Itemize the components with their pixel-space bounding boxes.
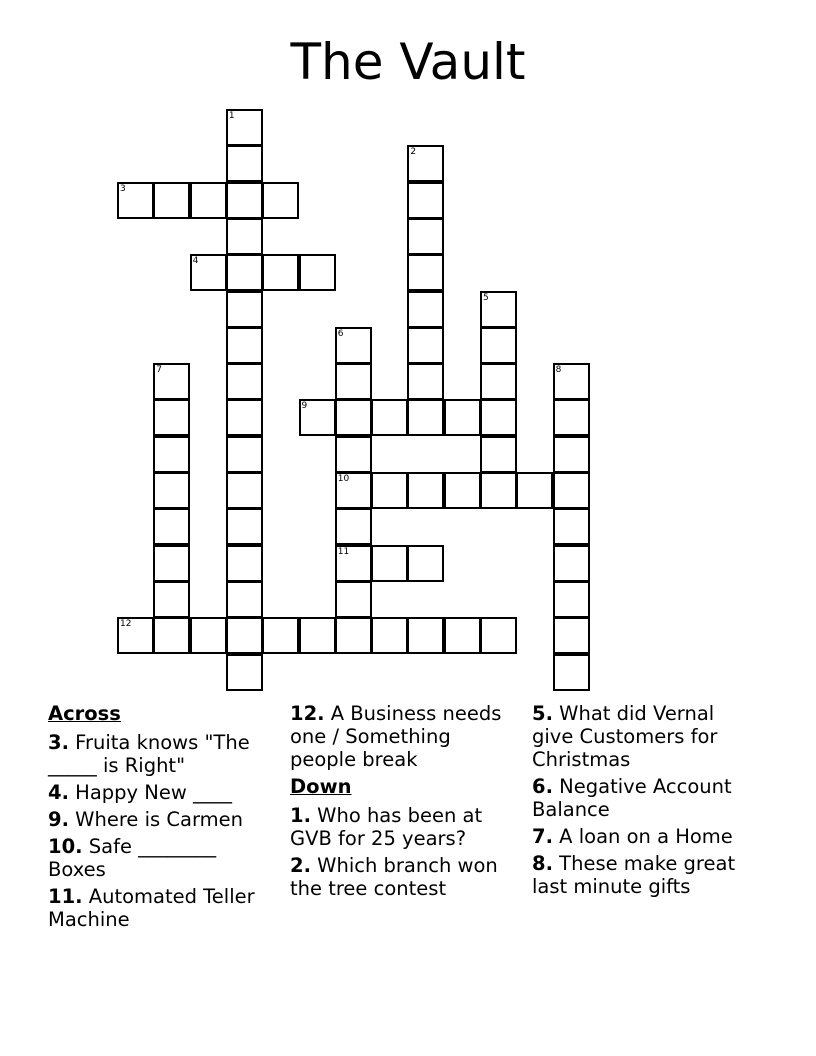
grid-cell[interactable] bbox=[153, 399, 190, 436]
clue-across-4: 4. Happy New ____ bbox=[48, 781, 233, 804]
grid-cell[interactable] bbox=[335, 508, 372, 545]
grid-cell[interactable] bbox=[226, 545, 263, 582]
clue-down-6: 6. Negative Account Balance bbox=[532, 775, 732, 821]
grid-cell[interactable] bbox=[480, 327, 517, 364]
grid-cell[interactable] bbox=[516, 472, 553, 509]
grid-cell[interactable] bbox=[335, 581, 372, 618]
grid-cell[interactable] bbox=[226, 291, 263, 328]
grid-cell[interactable] bbox=[480, 436, 517, 473]
grid-cell[interactable] bbox=[226, 436, 263, 473]
grid-cell[interactable] bbox=[407, 363, 444, 400]
grid-cell[interactable] bbox=[117, 182, 154, 219]
grid-cell[interactable] bbox=[153, 545, 190, 582]
clue-number: 12 bbox=[120, 619, 132, 630]
grid-cell[interactable] bbox=[190, 182, 227, 219]
grid-cell[interactable] bbox=[262, 617, 299, 654]
clue-number: 7 bbox=[156, 365, 163, 376]
grid-cell[interactable] bbox=[153, 508, 190, 545]
grid-cell[interactable] bbox=[553, 508, 590, 545]
grid-cell[interactable] bbox=[553, 399, 590, 436]
grid-cell[interactable] bbox=[480, 472, 517, 509]
grid-cell[interactable] bbox=[153, 581, 190, 618]
clue-number: 6 bbox=[337, 328, 344, 339]
clue-number: 2 bbox=[410, 147, 417, 158]
grid-cell[interactable] bbox=[553, 363, 590, 400]
grid-cell[interactable] bbox=[226, 399, 263, 436]
grid-cell[interactable] bbox=[371, 545, 408, 582]
grid-cell[interactable] bbox=[226, 254, 263, 291]
grid-cell[interactable] bbox=[335, 617, 372, 654]
grid-cell[interactable] bbox=[190, 254, 227, 291]
clue-across-10: 10. Safe ________ Boxes bbox=[48, 835, 217, 881]
grid-cell[interactable] bbox=[407, 327, 444, 364]
clue-number: 5 bbox=[483, 292, 489, 303]
grid-cell[interactable] bbox=[226, 109, 263, 146]
grid-cell[interactable] bbox=[480, 363, 517, 400]
grid-cell[interactable] bbox=[226, 581, 263, 618]
grid-cell[interactable] bbox=[444, 617, 481, 654]
grid-cell[interactable] bbox=[553, 617, 590, 654]
grid-cell[interactable] bbox=[299, 254, 336, 291]
grid-cell[interactable] bbox=[335, 545, 372, 582]
grid-cell[interactable] bbox=[153, 363, 190, 400]
grid-cell[interactable] bbox=[226, 363, 263, 400]
down-heading: Down bbox=[290, 775, 352, 798]
grid-cell[interactable] bbox=[117, 617, 154, 654]
grid-cell[interactable] bbox=[153, 617, 190, 654]
clue-across-12: 12. A Business needs one / Something people break bbox=[290, 702, 502, 771]
grid-cell[interactable] bbox=[407, 291, 444, 328]
grid-cell[interactable] bbox=[262, 254, 299, 291]
grid-cell[interactable] bbox=[444, 399, 481, 436]
clue-across-3: 3. Fruita knows "The _____ is Right" bbox=[48, 731, 250, 777]
grid-cell[interactable] bbox=[480, 291, 517, 328]
grid-cell[interactable] bbox=[226, 145, 263, 182]
grid-cell[interactable] bbox=[407, 145, 444, 182]
clue-number: 1 bbox=[228, 111, 235, 121]
clue-number: 10 bbox=[337, 474, 350, 484]
grid-cell[interactable] bbox=[226, 654, 263, 691]
grid-cell[interactable] bbox=[407, 218, 444, 255]
clue-number: 3 bbox=[120, 183, 126, 194]
grid-cell[interactable] bbox=[444, 472, 481, 509]
clue-number: 11 bbox=[337, 546, 350, 557]
grid-cell[interactable] bbox=[153, 436, 190, 473]
across-heading: Across bbox=[48, 702, 121, 725]
clue-column-2 bbox=[290, 702, 518, 904]
page-title: The Vault bbox=[290, 33, 526, 91]
grid-cell[interactable] bbox=[407, 254, 444, 291]
grid-cell[interactable] bbox=[371, 617, 408, 654]
grid-cell[interactable] bbox=[335, 363, 372, 400]
grid-cell[interactable] bbox=[553, 545, 590, 582]
grid-cell[interactable] bbox=[299, 617, 336, 654]
grid-cell[interactable] bbox=[407, 182, 444, 219]
grid-cell[interactable] bbox=[153, 472, 190, 509]
clue-column-1 bbox=[48, 702, 270, 935]
grid-cell[interactable] bbox=[226, 472, 263, 509]
grid-cell[interactable] bbox=[553, 436, 590, 473]
clue-down-8: 8. These make great last minute gifts bbox=[532, 852, 736, 898]
grid-cell[interactable] bbox=[262, 182, 299, 219]
clue-column-3 bbox=[532, 702, 754, 902]
grid-cell[interactable] bbox=[407, 399, 444, 436]
clue-number: 9 bbox=[301, 401, 308, 412]
clue-down-1: 1. Who has been at GVB for 25 years? bbox=[290, 804, 483, 850]
grid-cell[interactable] bbox=[553, 472, 590, 509]
grid-cell[interactable] bbox=[335, 472, 372, 509]
grid-cell[interactable] bbox=[226, 327, 263, 364]
grid-cell[interactable] bbox=[407, 617, 444, 654]
grid-cell[interactable] bbox=[480, 617, 517, 654]
grid-cell[interactable] bbox=[226, 182, 263, 219]
clue-down-2: 2. Which branch won the tree contest bbox=[290, 854, 498, 900]
clue-down-5: 5. What did Vernal give Customers for Christmas bbox=[532, 702, 718, 771]
clue-number: 4 bbox=[192, 256, 199, 267]
grid-cell[interactable] bbox=[335, 327, 372, 364]
clue-number: 8 bbox=[555, 365, 562, 376]
clue-down-7: 7. A loan on a Home bbox=[532, 825, 733, 848]
grid-cell[interactable] bbox=[371, 472, 408, 509]
grid-cell[interactable] bbox=[371, 399, 408, 436]
grid-cell[interactable] bbox=[226, 218, 263, 255]
grid-cell[interactable] bbox=[335, 399, 372, 436]
grid-cell[interactable] bbox=[480, 399, 517, 436]
grid-cell[interactable] bbox=[226, 508, 263, 545]
grid-cell[interactable] bbox=[299, 399, 336, 436]
grid-cell[interactable] bbox=[335, 436, 372, 473]
grid-cell[interactable] bbox=[407, 472, 444, 509]
grid-cell[interactable] bbox=[226, 617, 263, 654]
grid-cell[interactable] bbox=[553, 581, 590, 618]
grid-cell[interactable] bbox=[153, 182, 190, 219]
clue-across-11: 11. Automated Teller Machine bbox=[48, 885, 255, 931]
grid-cell[interactable] bbox=[553, 654, 590, 691]
grid-cell[interactable] bbox=[407, 545, 444, 582]
grid-cell[interactable] bbox=[190, 617, 227, 654]
clue-across-9: 9. Where is Carmen bbox=[48, 808, 243, 831]
